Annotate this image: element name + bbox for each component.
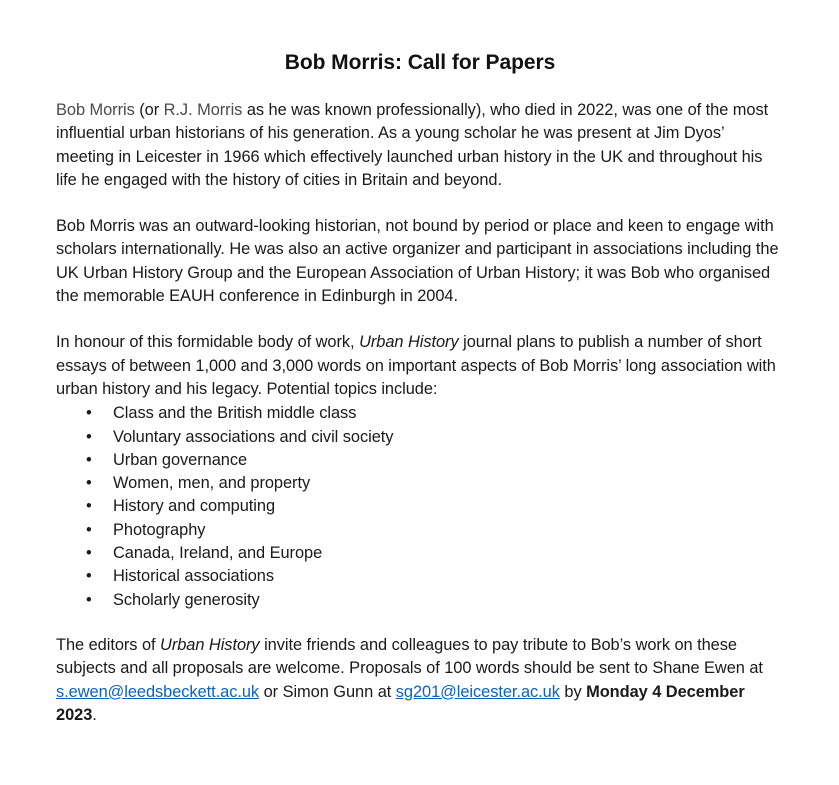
third-paragraph [56, 331, 784, 401]
bullet-icon: • [86, 404, 92, 423]
closing-journal-title: Urban History [160, 635, 260, 654]
topic-label: Scholarly generosity [113, 590, 260, 609]
third-paragraph-text: journal plans to publish a number of short essays of between 1,000 and 3,000 words on important aspects of Bob Morris’ long association with urban history and his legacy. Potential topics include: [56, 333, 776, 398]
third-paragraph-lead: In honour of this formidable body of work, [56, 333, 360, 352]
intro-text: as he was known professionally), who died in 2022, was one of the most influential urban historians of his generation. As a young scholar he was present at Jim Dyos’ meeting in Leicester in 1966 which effectively launched urban history in the UK and throughout his life he engaged with the history of cities in Britain and beyond. [56, 101, 769, 189]
topic-label: Photography [113, 520, 206, 539]
topic-label: Class and the British middle class [113, 404, 357, 423]
closing-by: by [559, 682, 587, 701]
bullet-icon: • [86, 450, 92, 469]
list-item [56, 589, 784, 612]
list-item [56, 542, 784, 565]
topic-label: History and computing [113, 497, 276, 516]
page-title: Bob Morris: Call for Papers [284, 51, 556, 74]
bullet-icon: • [86, 474, 92, 493]
closing-lead: The editors of [56, 635, 161, 654]
list-item [56, 449, 784, 472]
closing-text: invite friends and colleagues to pay tribute to Bob’s work on these subjects and all proposals are welcome. Proposals of 100 words should be sent to Shane Ewen at [56, 635, 763, 678]
topic-label: Historical associations [113, 567, 274, 586]
email-link-shane-ewen[interactable]: s.ewen@leedsbeckett.ac.uk [56, 682, 260, 701]
second-paragraph: Bob Morris was an outward-looking historian, not bound by period or place and keen to engage with scholars internationally. He was also an active organizer and participant in associations including the UK Urban History Group and the European Association of Urban History; it was Bob who organised the memorable EAUH conference in Edinburgh in 2004. [56, 217, 779, 306]
bullet-icon: • [86, 427, 92, 446]
name-bob-morris: Bob Morris [56, 101, 135, 119]
intro-connector: (or [134, 101, 164, 119]
closing-middle: or Simon Gunn at [259, 682, 396, 701]
topic-label: Women, men, and property [113, 474, 311, 493]
deadline-date: Monday 4 December 2023 [56, 682, 745, 724]
document-page [56, 46, 784, 750]
topics-list [56, 402, 784, 612]
intro-paragraph [56, 99, 784, 192]
bullet-icon: • [86, 497, 92, 516]
bullet-icon: • [86, 590, 92, 609]
email-link-simon-gunn[interactable]: sg201@leicester.ac.uk [395, 682, 560, 701]
closing-paragraph [56, 634, 784, 727]
topic-label: Canada, Ireland, and Europe [113, 544, 323, 563]
list-item [56, 402, 784, 425]
name-rj-morris: R.J. Morris [163, 101, 243, 119]
journal-title: Urban History [359, 333, 459, 352]
topic-label: Voluntary associations and civil society [113, 427, 394, 446]
bullet-icon: • [86, 567, 92, 586]
topic-label: Urban governance [113, 450, 248, 469]
closing-end: . [92, 705, 97, 724]
list-item [56, 472, 784, 495]
list-item [56, 495, 784, 518]
bullet-icon: • [86, 520, 92, 539]
list-item [56, 565, 784, 588]
list-item [56, 519, 784, 542]
list-item [56, 426, 784, 449]
bullet-icon: • [86, 544, 92, 563]
